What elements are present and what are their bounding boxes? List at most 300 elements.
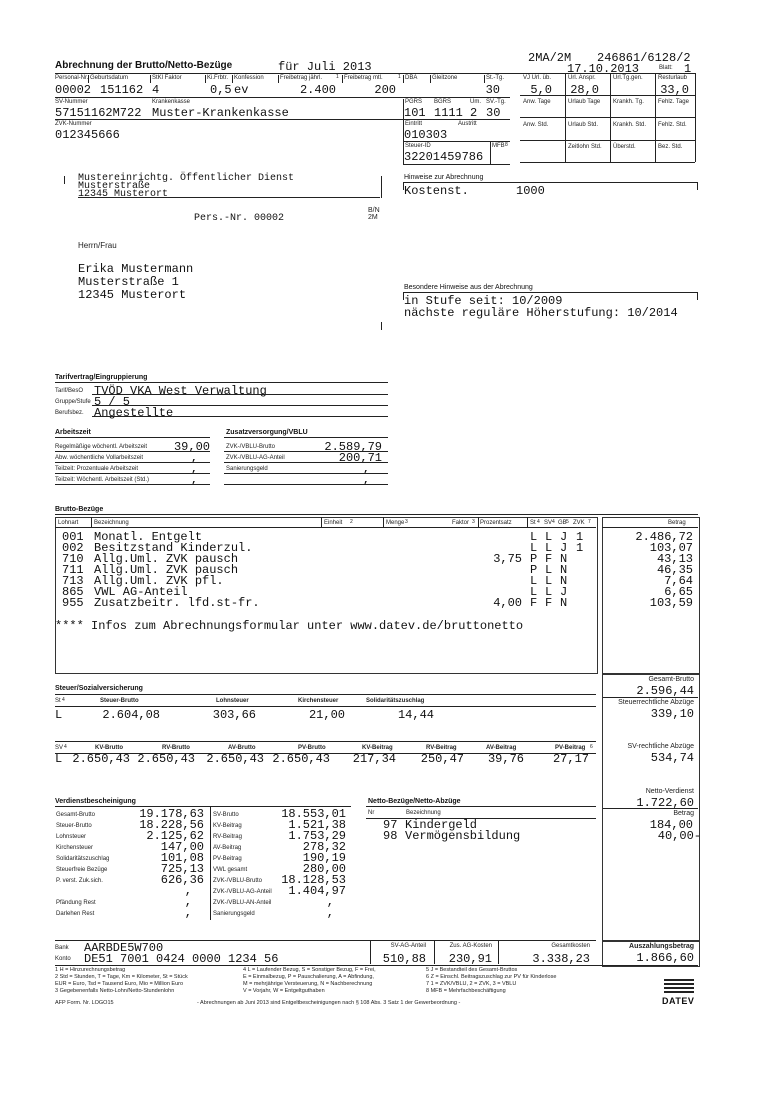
lohnart-name: Monatl. Entgelt [94,530,203,544]
label-tarif: Tarif/BesO [55,388,84,394]
col-betrag: Betrag [668,520,686,526]
rule [55,437,210,438]
rule [55,706,596,707]
divider [321,517,322,527]
label-st: St [55,698,61,704]
sv-ag-anteil: 510,88 [382,952,426,966]
divider [383,517,384,527]
label-anw-std: Anw. Std. [523,122,549,128]
label-zvk-nummer: ZVK-Nummer [55,121,92,127]
col-gb: GB [558,520,567,526]
recipient-name: Erika Mustermann [78,262,194,276]
verdienst-label: AV-Beitrag [213,845,242,851]
pers-nr: Pers.-Nr. 00002 [194,213,285,224]
label-fehlz-std: Fehlz. Std. [658,122,687,128]
verdienst-value: 1.521,38 [288,818,346,832]
rule [92,405,388,406]
arbeitszeit-label: Teilzeit: Prozentuale Arbeitszeit [55,466,139,472]
form-number: AFP Form. Nr. LOGO15 [55,1000,114,1006]
rule [224,462,388,463]
label-konto: Konto [55,956,71,962]
footnote-marker: 4 [537,519,540,525]
corner-mark [403,182,404,190]
arbeitszeit-heading: Arbeitszeit [55,429,91,436]
footnote: EUR = Euro, Tsd = Tausend Euro, Mio = Million Euro [55,981,184,987]
rule [520,95,695,96]
label-pgrs: PGRS [405,99,423,105]
verdienst-label: Kirchensteuer [56,845,94,851]
rule [55,451,210,452]
employer-line2: Musterstraße [78,181,151,192]
verdienst-value: 2.125,62 [146,829,204,843]
rule [224,473,388,474]
label-berufsbez: Berufsbez. [55,410,84,416]
verdienst-value: 101,08 [160,851,204,865]
lohnart-gb: N [560,574,568,588]
geburtsdatum: 151162 [100,83,144,97]
label-gruppe: Gruppe/Stufe [55,399,91,405]
zusatz-value: , [362,473,370,487]
lohnart-code: 955 [62,596,84,610]
rule [520,73,695,74]
konto-iban: DE51 7001 0424 0000 1234 56 [84,952,279,966]
label-krankh-tg: Krankh. Tg. [613,99,644,105]
col-st: St [530,520,536,526]
gruppe-value: 5 / 5 [94,395,131,409]
lohnart-st: P [530,563,538,577]
lohnart-name: Allg.Uml. ZVK pausch [94,552,239,566]
footnote: E = Einmalbezug, P = Pauschalierung, A = Abfindung, [243,974,374,980]
lohnart-sv: L [545,541,553,555]
verdienst-value: 278,32 [302,840,346,854]
label-freibetrag-mtl: Freibetrag mtl. [344,75,383,81]
label-krankenkasse: Krankenkasse [152,99,191,105]
corner-mark [697,182,698,190]
lohnart-st: F [530,596,538,610]
kirchensteuer: 21,00 [308,708,345,722]
corner-mark [381,322,382,330]
divider [232,75,233,83]
rule [520,117,695,118]
netto-bezuege-heading: Netto-Bezüge/Netto-Abzüge [368,798,461,805]
divider [565,73,566,162]
rule [55,527,596,528]
gesamt-brutto-label: Gesamt-Brutto [648,676,694,683]
label-urlaub-tage: Urlaub Tage [568,99,601,105]
label-um: Um. [470,99,481,105]
label-soli: Solidaritätszuschlag [366,698,425,704]
eintritt: 010303 [404,128,448,142]
lohnart-sv: L [545,585,553,599]
col-bezeichnung: Bezeichnung [94,520,129,526]
col-zvk: ZVK [573,520,585,526]
label-url-anspr: Url. Anspr. [568,75,596,81]
steuer-st: L [55,708,63,722]
netto-nr: 98 [383,829,398,843]
zusatz-heading: Zusatzversorgung/VBLU [226,429,308,436]
label-mfb: MFB [492,143,505,149]
lohnart-betrag: 2.486,72 [635,530,693,544]
blatt-label: Blatt: [659,65,673,71]
rule [55,514,698,515]
tarif-heading: Tarifvertrag/Eingruppierung [55,374,148,381]
label-bezeichnung: Bezeichnung [406,810,441,816]
footnote: M = mehrjährige Versteuerung, N = Nachberechnung [243,981,373,987]
footnote: V = Vorjahr, W = Entgeltguthaben [243,988,325,994]
zusatz-label: Sanierungsgeld [226,466,268,472]
rule [602,527,698,528]
label-gesamtkosten: Gesamtkosten [551,943,590,949]
pv-beitrag: 27,17 [552,752,589,766]
zusatz-value: 2.589,79 [324,440,382,454]
label-bgrs: BGRS [434,99,452,105]
lohnart-sv: F [545,596,553,610]
verdienst-value: 19.178,63 [139,807,204,821]
sv-kennzeichen: L [55,752,63,766]
blatt-value: 1 [684,62,692,76]
rule [55,119,510,120]
urlaubsanspruch: 28,0 [570,83,599,97]
netto-name: Kindergeld [405,818,478,832]
netto-name: Vermögensbildung [405,829,521,843]
lohnart-betrag: 7,64 [664,574,693,588]
rule [55,694,596,695]
info-link: **** Infos zum Abrechnungsformular unter www.datev.de/bruttonetto [55,619,524,633]
lohnsteuer: 303,66 [212,708,256,722]
gesamt-brutto: 2.596,44 [636,684,694,698]
corner-mark [64,176,65,184]
verdienst-label: ZVK-/VBLU-AN-Anteil [213,900,272,906]
zusatz-value: , [362,462,370,476]
rule [55,382,388,383]
rule [78,197,380,198]
pgrs: 101 [404,106,426,120]
netto-betrag: 40,00- [657,829,701,843]
lohnart-zvk: 1 [576,530,584,544]
steuerklasse: 4 [152,83,160,97]
zusatz-value: 200,71 [338,451,382,465]
lohnart-sv: L [545,530,553,544]
label-geburtsdatum: Geburtsdatum [90,75,129,81]
sv-nummer: 57151162M722 [55,106,142,120]
divider [430,75,431,83]
kostenstelle: 1000 [516,184,545,198]
col-sv: SV [544,520,553,526]
divider [484,75,485,83]
arbeitszeit-label: Regelmäßige wöchentl. Arbeitszeit [55,444,148,450]
verdienst-value: , [326,906,334,920]
tarif-value: TVÖD VKA West Verwaltung [94,384,267,398]
lohnart-gb: J [560,541,568,555]
label-av-brutto: AV-Brutto [228,745,256,751]
employer-line3: 12345 Musterort [78,189,169,200]
divider [342,75,343,83]
sv-abzuege-label: SV-rechtliche Abzüge [627,743,694,750]
verdienst-label: PV-Beitrag [213,856,242,862]
steuer-heading: Steuer/Sozialversicherung [55,685,143,692]
label-austritt: Austritt [458,121,477,127]
verdienst-value: 147,00 [160,840,204,854]
employer-line1: Mustereinrichtg. Öffentlicher Dienst [78,173,295,184]
rule [403,182,698,183]
bn-top: B/N [368,207,380,214]
rule [55,965,698,966]
footnote-marker: 7 [588,519,591,525]
netto-nr: 97 [383,818,398,832]
besondere-label: Besondere Hinweise aus der Abrechnung [404,284,533,291]
soli: 14,44 [397,708,434,722]
footnote: 7 1 = ZVK/VBLU, 2 = ZVK, 3 = VBLU [426,981,517,987]
summary-box [602,674,700,941]
rule [224,484,388,485]
label-rv-brutto: RV-Brutto [162,745,190,751]
verdienst-heading: Verdienstbescheinigung [55,798,136,805]
umlage: 2 [470,106,478,120]
datev-logo-icon [664,979,694,993]
besondere-line2: nächste reguläre Höherstufung: 10/2014 [404,306,678,320]
verdienst-label: Pfändung Rest [56,900,96,906]
divider [610,73,611,162]
rule [520,140,695,141]
footnote: 5 J = Bestandteil des Gesamt-Bruttos [426,967,518,973]
divider [91,517,92,527]
label-ueberstd: Überstd. [613,144,636,150]
lohnart-code: 711 [62,563,84,577]
footnote: 4 L = Laufender Bezug, S = Sonstiger Bezug, F = Frei, [243,967,376,973]
lohnart-prozent: 4,00 [493,596,522,610]
col-menge: Menge [386,520,405,526]
footnote: 8 MFB = Mehrfachbeschäftigung [426,988,506,994]
lohnart-code: 865 [62,585,84,599]
steuertage: 30 [485,83,500,97]
label-resturlaub: Resturlaub [658,75,688,81]
lohnart-code: 710 [62,552,84,566]
lohnart-prozent: 3,75 [493,552,522,566]
rule [224,451,388,452]
kv-brutto: 2.650,43 [72,752,130,766]
rule [224,437,388,438]
lohnart-zvk: 1 [576,541,584,555]
arbeitszeit-value: , [190,473,198,487]
footnote-marker: 8 [505,142,508,148]
rule [55,97,510,98]
konfession: ev [234,83,249,97]
auszahlungsbetrag: 1.866,60 [636,951,694,965]
verdienst-value: 1.753,29 [288,829,346,843]
rule [92,416,388,417]
label-pv-brutto: PV-Brutto [298,745,326,751]
lohnart-st: L [530,541,538,555]
steuer-abzuege: 339,10 [650,707,694,721]
freibetrag-mtl: 200 [374,83,396,97]
zusatz-label: ZVK-/VBLU-AG-Anteil [226,455,285,461]
label-fehlz-tage: Fehlz. Tage [658,99,689,105]
col-prozentsatz: Prozentsatz [480,520,512,526]
label-kv-brutto: KV-Brutto [95,745,123,751]
verdienst-value: 18.553,01 [281,807,346,821]
label-rv-beitrag: RV-Beitrag [426,745,457,751]
verdienst-label: VWL gesamt [213,867,248,873]
footnote-marker: 4 [64,744,67,750]
label-kirchensteuer: Kirchensteuer [298,698,339,704]
lohnart-name: Zusatzbeitr. lfd.st-fr. [94,596,260,610]
lohnart-betrag: 6,65 [664,585,693,599]
label-krankh-std: Krankh. Std. [613,122,647,128]
divider [695,73,696,162]
lohnart-code: 713 [62,574,84,588]
arbeitszeit-label: Teilzeit: Wöchentl. Arbeitszeit (Std.) [55,477,150,483]
vj-urlaub: 5,0 [530,83,552,97]
label-steuer-brutto: Steuer-Brutto [100,698,139,704]
footnote: 2 Std = Stunden, T = Tage, Km = Kilometer, St = Stück [55,974,188,980]
verdienst-value: 1.404,97 [288,884,346,898]
verdienst-label: P. verst. Zuk.sich. [56,878,103,884]
corner-mark [403,292,404,300]
lohnart-gb: J [560,585,568,599]
footnote-marker: 3 [405,519,408,525]
divider [403,99,404,164]
rule [403,292,698,293]
label-av-beitrag: AV-Beitrag [486,745,517,751]
hinweise-text: Kostenst. [404,184,469,198]
lohnart-name: VWL AG-Anteil [94,585,188,599]
corner-mark [697,292,698,300]
label-steuer-id: Steuer-ID [405,143,431,149]
footnote: 6 Z = Einschl. Beitragszuschlag zur PV für Kinderlose [426,974,557,980]
bgrs: 1111 [434,106,463,120]
divider [478,517,479,527]
corner-mark [381,176,382,198]
label-urlaub-std: Urlaub Std. [568,122,599,128]
divider [205,75,206,83]
label-vj-url: VJ Url. üb. [523,75,552,81]
divider [403,75,404,83]
resturlaub: 33,0 [660,83,689,97]
recipient-city: 12345 Musterort [78,288,187,302]
datev-logo-text: DATEV [662,996,695,1006]
verdienst-label: Steuerfreie Bezüge [56,867,108,873]
berufsbez-value: Angestellte [94,406,174,420]
zusatz-label: ZVK-/VBLU-Brutto [226,444,276,450]
verdienst-label: Lohnsteuer [56,834,87,840]
divider [370,940,371,964]
label-zus-ag: Zus. AG-Kosten [449,943,492,949]
divider [278,75,279,83]
sv-tage: 30 [486,106,501,120]
steuer-brutto: 2.604,08 [102,708,160,722]
verdienst-value: , [184,895,192,909]
personal-nr: 00002 [55,83,92,97]
col-faktor: Faktor [452,520,470,526]
footnote: 1 H = Hinzurechnungsbetrag [55,967,126,973]
kinderfreibetrag: 0,5 [210,83,232,97]
steuer-id: 32201459786 [404,150,484,164]
lohnart-st: L [530,585,538,599]
label-dba: DBA [405,75,418,81]
verdienst-label: RV-Beitrag [213,834,242,840]
divider [527,517,528,527]
arbeitszeit-value: 39,00 [173,440,210,454]
divider [498,940,499,964]
legal-notice: - Abrechnungen ab Juni 2013 sind Entgeltbescheinigungen nach § 108 Abs. 3 Satz 1 der Gewerbeordnung - [197,1000,461,1006]
lohnart-sv: L [545,563,553,577]
netto-betrag: 184,00 [649,818,693,832]
label-sv: SV [55,745,64,751]
label-bank: Bank [55,945,69,951]
brutto-heading: Brutto-Bezüge [55,506,104,513]
label-konfession: Konfession [234,75,264,81]
verdienst-label: Solidaritätszuschlag [56,856,110,862]
freibetrag-jaehrl: 2.400 [299,83,336,97]
divider [434,940,435,964]
label-sv-ag: SV-AG-Anteil [390,943,426,949]
lohnart-betrag: 103,07 [649,541,693,555]
label-zeitlohn-std: Zeitlohn Std. [568,144,602,150]
lohnart-betrag: 103,59 [649,596,693,610]
footnote-marker: 4 [552,519,555,525]
label-lohnsteuer: Lohnsteuer [216,698,249,704]
lohnart-gb: J [560,530,568,544]
arbeitszeit-value: , [190,451,198,465]
rule [92,394,388,395]
divider [490,141,491,164]
recipient-street: Musterstraße 1 [78,275,179,289]
lohnart-code: 001 [62,530,84,544]
netto-verdienst: 1.722,60 [636,796,694,810]
gesamtkosten: 3.338,23 [532,952,590,966]
lohnart-gb: N [560,563,568,577]
footnote-marker: 6 [590,744,593,750]
arbeitszeit-value: , [190,462,198,476]
auszahlung-box [602,941,700,967]
sv-abzuege: 534,74 [650,751,694,765]
rule [520,162,695,163]
label-st-tg: St.-Tg. [486,75,505,81]
divider [88,75,89,83]
verdienst-value: 18.228,56 [139,818,204,832]
besondere-line1: in Stufe seit: 10/2009 [404,294,563,308]
hinweise-label: Hinweise zur Abrechnung [404,174,484,181]
verdienst-value: 190,19 [302,851,346,865]
lohnart-sv: F [545,552,553,566]
divider [150,75,151,83]
divider [655,73,656,162]
krankenkasse: Muster-Krankenkasse [152,106,289,120]
verdienst-label: Sanierungsgeld [213,911,255,917]
lohnart-betrag: 46,35 [656,563,693,577]
rule [366,818,596,819]
lohnart-name: Allg.Uml. ZVK pausch [94,563,239,577]
rule [55,741,596,742]
rule [55,73,520,74]
verdienst-value: 725,13 [160,862,204,876]
label-sv-tg: SV.-Tg. [486,99,506,105]
footnote-marker: 4 [62,697,65,703]
verdienst-value: , [184,884,192,898]
verdienst-value: , [326,895,334,909]
verdienst-label: ZVK-/VBLU-Brutto [213,878,263,884]
col-einheit: Einheit [324,520,343,526]
label-bez-std: Bez. Std. [658,144,683,150]
steuer-abzuege-label: Steuerrechtliche Abzüge [618,699,694,706]
label-kifrbtr: Ki.Frbtr. [207,75,229,81]
lohnart-st: P [530,552,538,566]
av-brutto: 2.650,43 [206,752,264,766]
lohnart-sv: L [545,574,553,588]
lohnart-code: 002 [62,541,84,555]
label-sv-nummer: SV-Nummer [55,99,88,105]
label-kv-beitrag: KV-Beitrag [362,745,393,751]
